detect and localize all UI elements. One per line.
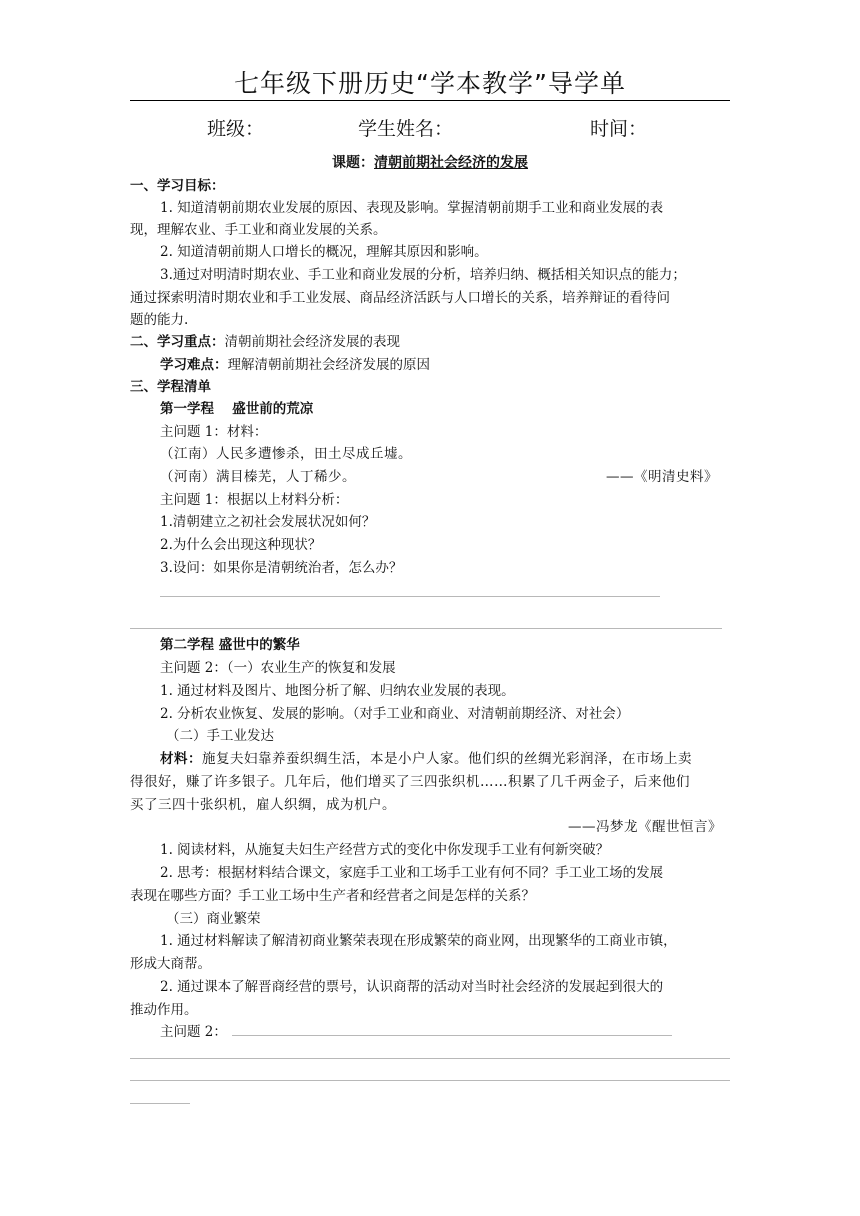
step-2-question-label: 主问题 2：（一）农业生产的恢复和发展: [160, 660, 396, 676]
time-label: 时间：: [590, 118, 648, 140]
focus-heading: 二、学习重点：: [130, 334, 225, 350]
goal-3-line-1: 3.通过对明清时期农业、手工业和商业发展的分析，培养归纳、概括相关知识点的能力；: [160, 267, 686, 283]
step-1-analyze: 主问题 1：根据以上材料分析：: [160, 492, 349, 508]
answer-line[interactable]: [160, 596, 660, 597]
step-1-item-1: 1.清朝建立之初社会发展状况如何？: [160, 514, 376, 530]
student-name-label: 学生姓名：: [358, 118, 454, 140]
material-label: 材料：: [160, 751, 202, 767]
goal-2: 2. 知道清朝前期人口增长的概况，理解其原因和影响。: [160, 244, 488, 260]
step-2-sub-handicraft: （二）手工业发达: [166, 728, 274, 744]
step-2-material-3: 买了三四十张织机，雇人织绸，成为机户。: [130, 797, 396, 813]
step-1-source: ——《明清史料》: [606, 469, 718, 485]
step-2-agri-1: 1. 通过材料及图片、地图分析了解、归纳农业发展的表现。: [160, 683, 515, 699]
difficulty-text: 理解清朝前期社会经济发展的原因: [227, 357, 430, 373]
step-2-agri-2: 2. 分析农业恢复、发展的影响。（对手工业和商业、对清朝前期经济、对社会）: [160, 706, 630, 722]
difficulty-label: 学习难点：: [160, 357, 228, 373]
title-divider: [130, 100, 730, 101]
step-2-handicraft-2a: 2. 思考：根据材料结合课文，家庭手工业和工场手工业有何不同？手工业工场的发展: [160, 865, 664, 881]
step-2-material-1: [160, 748, 730, 770]
topic-prefix: 课题：: [332, 155, 374, 171]
step-2-answer-label: 主问题 2：: [160, 1024, 227, 1040]
focus-text: 清朝前期社会经济发展的表现: [224, 334, 400, 350]
goal-3-line-2: 通过探索明清时期农业和手工业发展、商品经济活跃与人口增长的关系，培养辩证的看待问: [130, 290, 670, 306]
goal-1-line-2: 现，理解农业、手工业和商业发展的关系。: [130, 222, 387, 238]
step-2-commerce-2a: 2. 通过课本了解晋商经营的票号，认识商帮的活动对当时社会经济的发展起到很大的: [160, 979, 664, 995]
step-2-material-2: 得很好，赚了许多银子。几年后，他们增买了三四张织机……积累了几千两金子，后来他们: [130, 774, 690, 790]
answer-line[interactable]: [130, 628, 722, 629]
step-2-handicraft-2b: 表现在哪些方面？手工业工场中生产者和经营者之间是怎样的关系？: [130, 888, 535, 904]
class-label: 班级：: [207, 118, 265, 140]
step-2-sub-commerce: （三）商业繁荣: [166, 911, 261, 927]
answer-line[interactable]: [130, 1103, 190, 1104]
difficulty-line: [160, 354, 730, 376]
step-2-handicraft-1: 1. 阅读材料，从施复夫妇生产经营方式的变化中你发现手工业有何新突破？: [160, 842, 610, 858]
goal-3-line-3: 题的能力.: [130, 312, 189, 328]
goals-heading: 一、学习目标：: [130, 178, 225, 194]
step-1-question-label: 主问题 1：材料：: [160, 424, 268, 440]
step-2-title: 第二学程 盛世中的繁华: [160, 637, 300, 653]
lesson-topic: [130, 152, 730, 172]
step-2-source: ——冯梦龙《醒世恒言》: [568, 819, 722, 835]
step-1-item-2: 2.为什么会出现这种现状？: [160, 537, 322, 553]
focus-line: [130, 331, 730, 353]
answer-line[interactable]: [130, 1080, 730, 1081]
step-1-material-2: （河南）满目榛芜，人丁稀少。: [160, 469, 356, 485]
step-2-commerce-1b: 形成大商帮。: [130, 956, 211, 972]
material-text: 施复夫妇靠养蚕织绸生活，本是小户人家。他们织的丝绸光彩润泽，在市场上卖: [202, 751, 692, 767]
step-2-commerce-2b: 推动作用。: [130, 1002, 198, 1018]
answer-line[interactable]: [130, 1058, 730, 1059]
step-1-title: 第一学程 盛世前的荒凉: [160, 401, 314, 417]
process-heading: 三、学程清单: [130, 379, 211, 395]
goal-1-line-1: 1. 知道清朝前期农业发展的原因、表现及影响。掌握清朝前期手工业和商业发展的表: [160, 200, 664, 216]
topic-name: 清朝前期社会经济的发展: [374, 155, 528, 171]
answer-line[interactable]: [232, 1035, 672, 1036]
step-1-material-1: （江南）人民多遭惨杀，田土尽成丘墟。: [160, 446, 412, 462]
step-1-item-3: 3.设问：如果你是清朝统治者，怎么办？: [160, 560, 403, 576]
page-title: 七年级下册历史“学本教学”导学单: [234, 69, 626, 98]
step-2-commerce-1a: 1. 通过材料解读了解清初商业繁荣表现在形成繁荣的商业网，出现繁华的工商业市镇，: [160, 933, 677, 949]
